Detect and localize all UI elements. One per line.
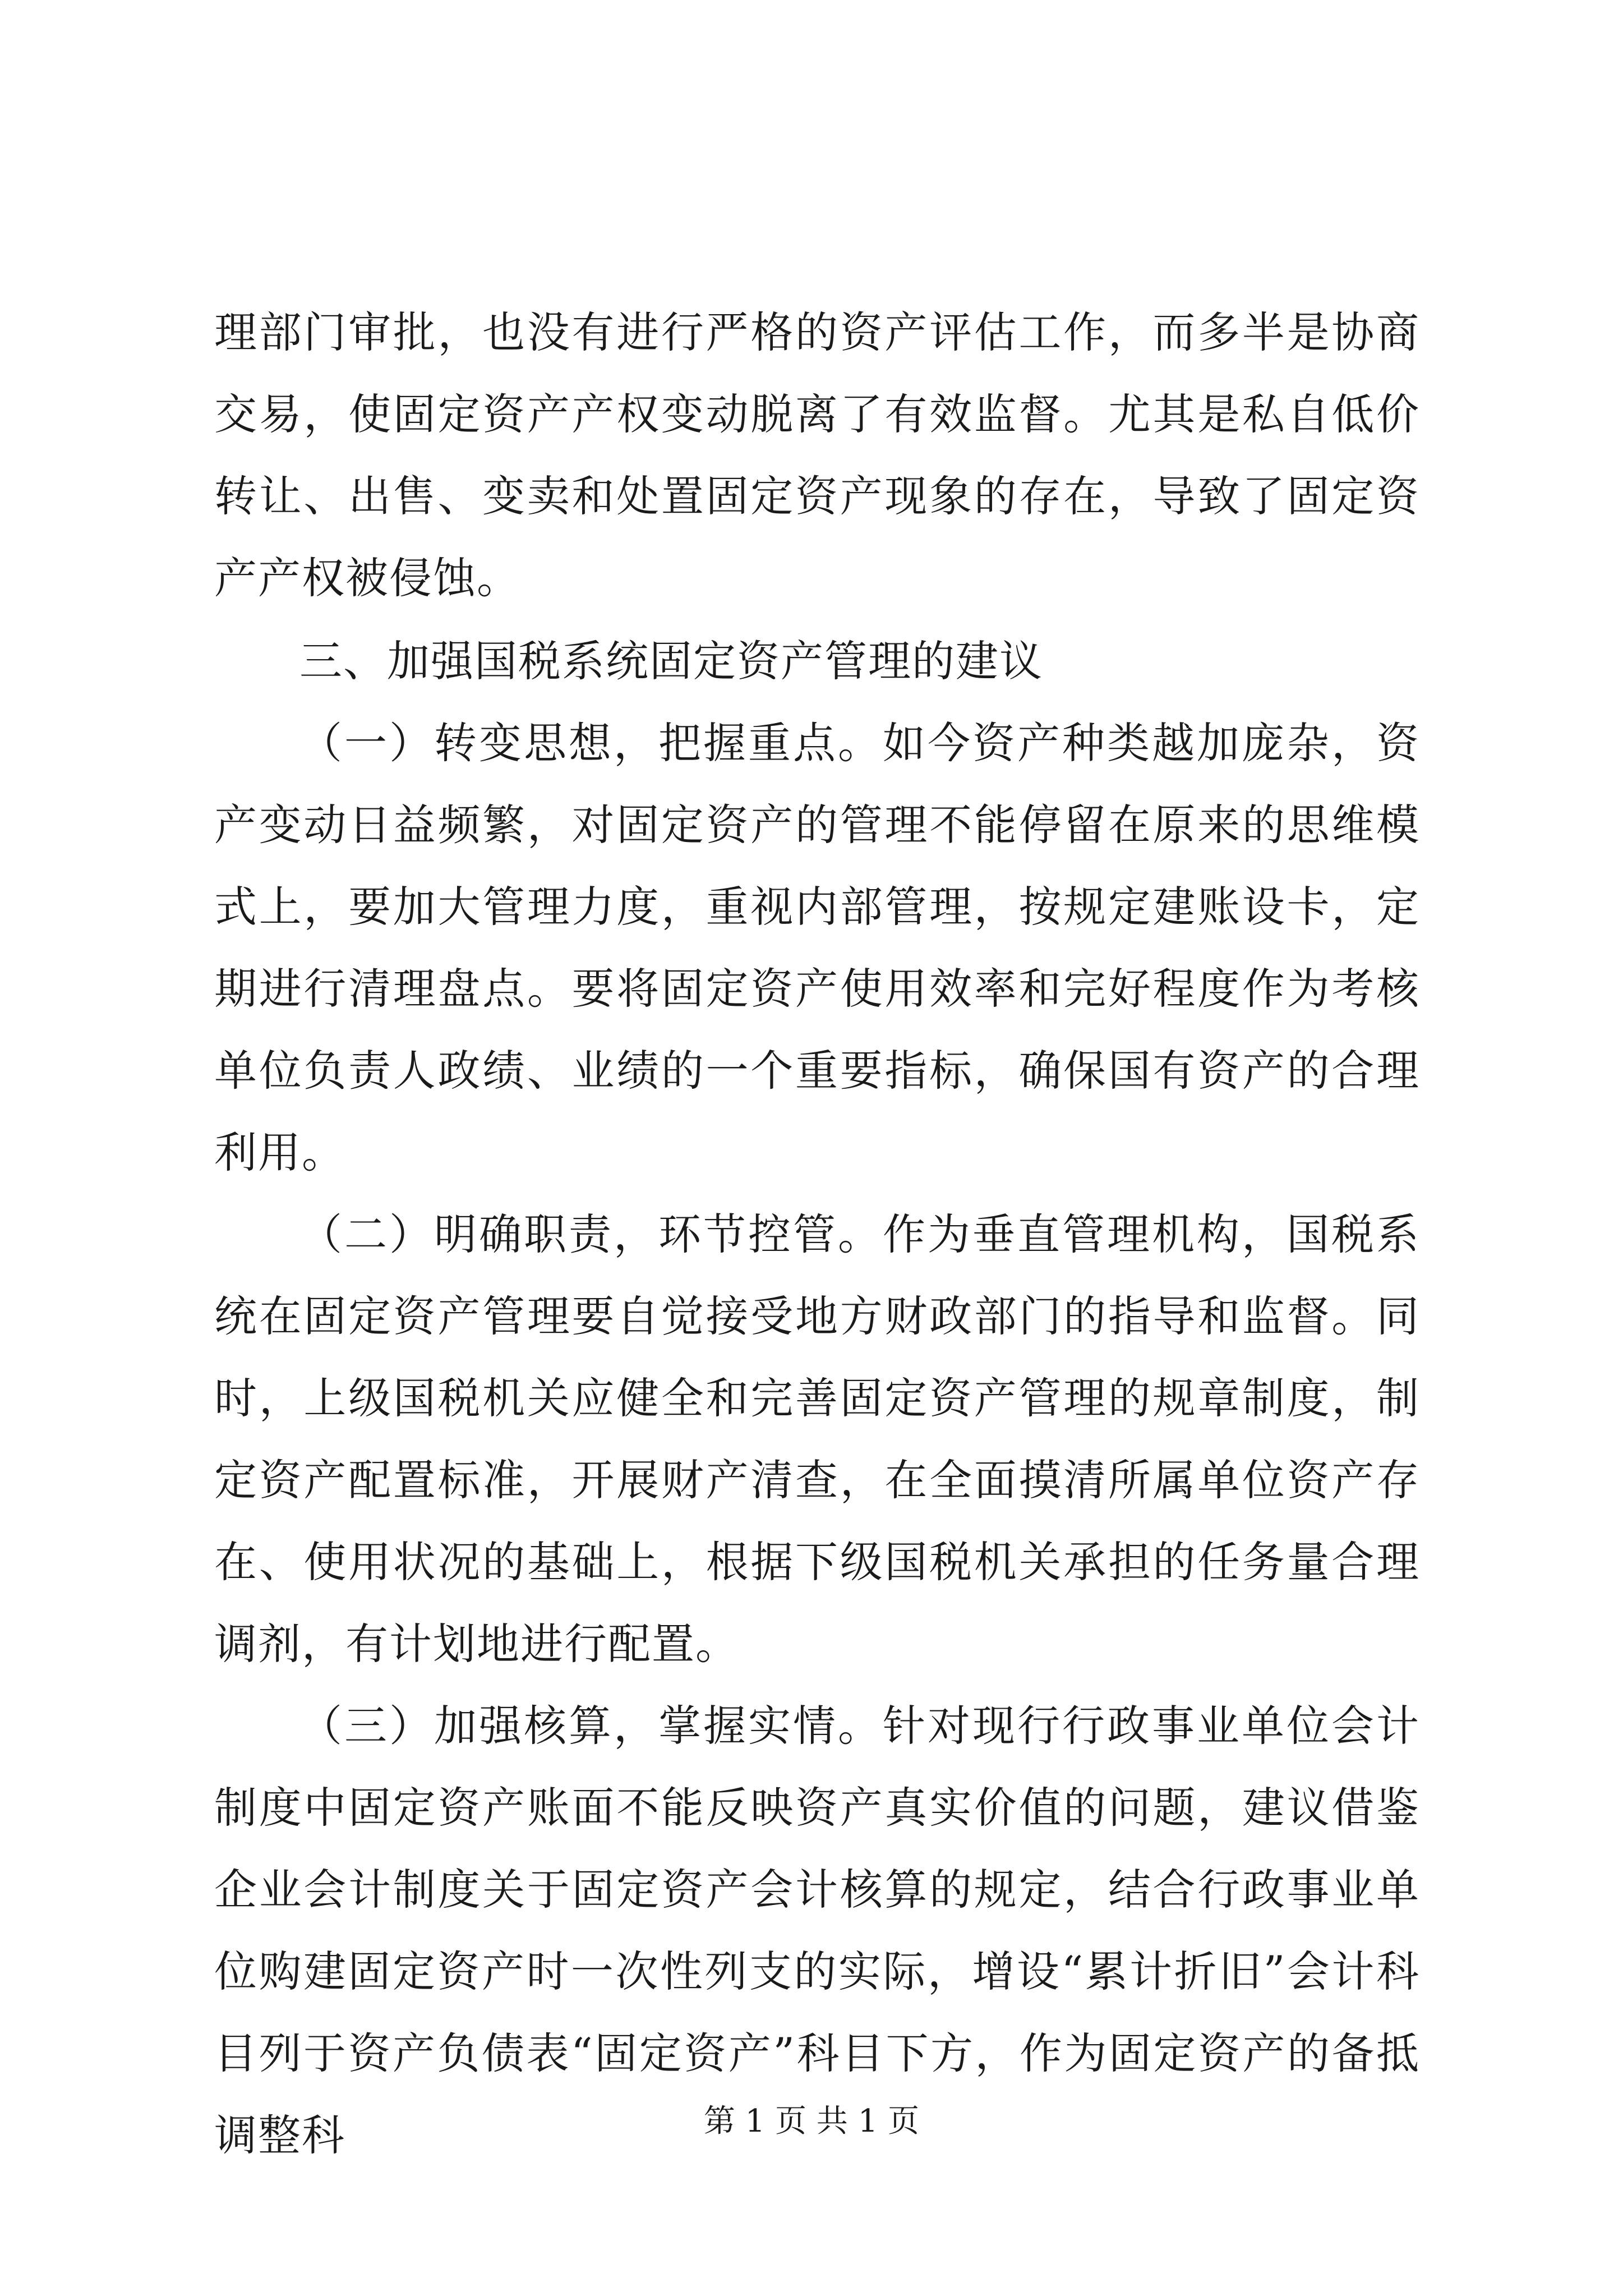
page-footer: 第 1 页 共 1 页 xyxy=(703,2103,920,2139)
paragraph-item-2: （二）明确职责，环节控管。作为垂直管理机构，国税系统在固定资产管理要自觉接受地方财政部门的指导和监督。同时，上级国税机关应健全和完善固定资产管理的规章制度，制定资产配置标准，开展财产清查，在全面摸清所属单位资产存在、使用状况的基础上，根据下级国税机关承担的任务量合理调剂，有计划地进行配置。 xyxy=(214,1209,1420,1669)
paragraph-item-3: （三）加强核算，掌握实情。针对现行行政事业单位会计制度中固定资产账面不能反映资产真实价值的问题，建议借鉴企业会计制度关于固定资产会计核算的规定，结合行政事业单位购建固定资产时一次性列支的实际，增设“累计折旧”会计科目列于资产负债表“固定资产”科目下方，作为固定资产的备抵调整科 xyxy=(214,1701,1420,2160)
section-heading: 三、加强国税系统固定资产管理的建议 xyxy=(299,636,1043,686)
document-body xyxy=(214,292,1420,2177)
paragraph-continuation: 理部门审批，也没有进行严格的资产评估工作，而多半是协商交易，使固定资产产权变动脱离了有效监督。尤其是私自低价转让、出售、变卖和处置固定资产现象的存在，导致了固定资产产权被侵蚀。 xyxy=(214,307,1420,603)
paragraph-item-1: （一）转变思想，把握重点。如今资产种类越加庞杂，资产变动日益频繁，对固定资产的管理不能停留在原来的思维模式上，要加大管理力度，重视内部管理，按规定建账设卡，定期进行清理盘点。要将固定资产使用效率和完好程度作为考核单位负责人政绩、业绩的一个重要指标，确保国有资产的合理利用。 xyxy=(214,718,1420,1177)
